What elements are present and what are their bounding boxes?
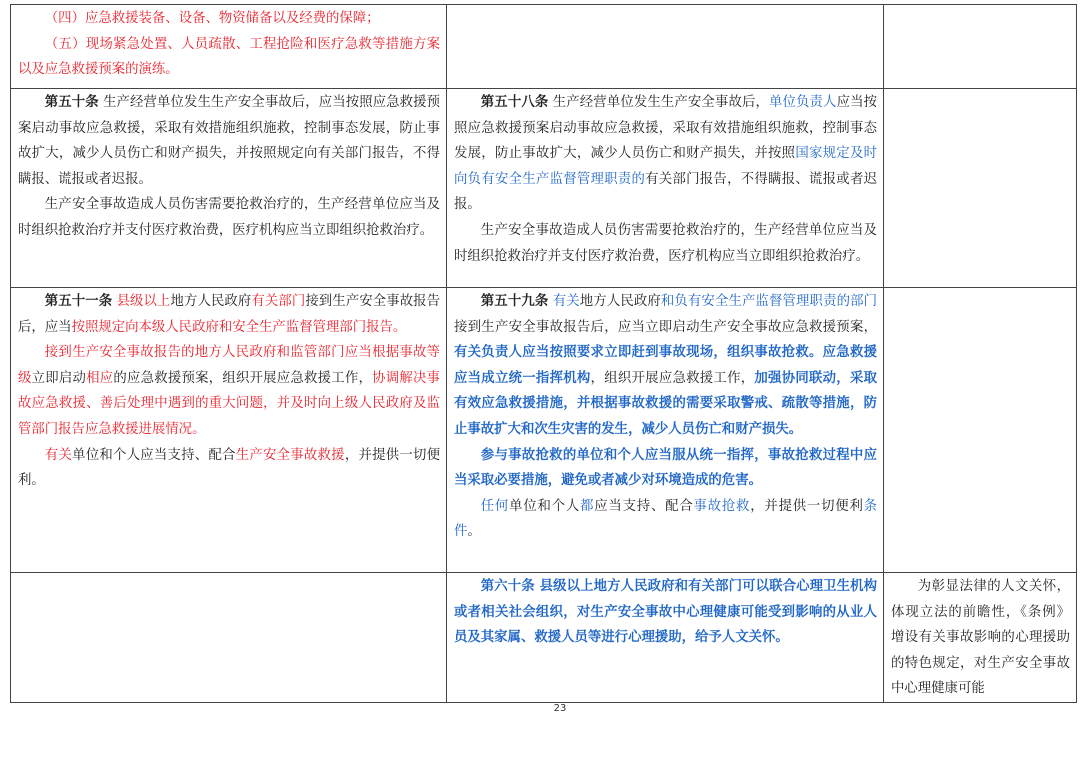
- text-run: 生产经营单位发生生产安全事故后，应当按照应急救援预案启动事故应急救援，采取有效措施组织施救，控制事态发展，防止事故扩大，减少人员伤亡和财产损失，并按照规定向有关部门报告，不得瞒报、谎报或者迟报。: [18, 95, 441, 187]
- explanation-cell: [884, 573, 1077, 703]
- article-paragraph: [18, 192, 440, 243]
- text-run: 立即启动: [31, 370, 87, 386]
- article-paragraph: [18, 289, 440, 340]
- article-paragraph: [454, 443, 877, 494]
- text-run: 地方人民政府: [170, 294, 252, 309]
- text-run: 和负有安全生产监督管理职责的部门: [660, 294, 878, 309]
- text-run: 国家规定及时向负有安全生产监督管理职责的: [454, 146, 878, 187]
- text-run: 接到生产安全事故报告的地方人民政府和监管部门应当根据事故等级: [18, 345, 440, 386]
- text-run: 有关部门报告，不得瞒报、谎报或者迟报。: [454, 171, 878, 213]
- text-run: 生产安全事故救援: [235, 447, 345, 463]
- text-run: 参与事故抢救的单位和个人应当服从统一指挥，事故抢救过程中应当采取必要措施，避免或者减少对环境造成的危害。: [454, 446, 877, 489]
- article-paragraph: [454, 90, 877, 218]
- text-run: 有关部门: [251, 294, 306, 309]
- original-text-cell: [11, 89, 447, 288]
- text-run: 条件: [454, 498, 878, 540]
- revised-text-cell: [447, 89, 884, 288]
- text-run: 协调解决事故应急救援、善后处理中遇到的重大问题，并及时向上级人民政府及监管部门报告应急救援进展情况。: [18, 370, 441, 437]
- text-run: （五）现场紧急处置、人员疏散、工程抢险和医疗急救等措施方案以及应急救援预案的演练。: [18, 36, 440, 78]
- text-run: 按照规定向本级人民政府和安全生产监督管理部门报告。: [71, 319, 407, 335]
- text-run: 第五十八条: [480, 94, 549, 110]
- text-run: 相应: [86, 370, 114, 386]
- text-run: 都: [580, 498, 595, 514]
- table-row: [11, 573, 1077, 703]
- article-paragraph: [454, 218, 877, 269]
- text-run: 任何: [480, 498, 510, 514]
- revised-text-cell: [447, 288, 884, 573]
- text-run: 生产安全事故造成人员伤害需要抢救治疗的，生产经营单位应当及时组织抢救治疗并支付医疗救治费，医疗机构应当立即组织抢救治疗。: [454, 222, 877, 264]
- text-run: 的应急救援预案，组织开展应急救援工作，: [113, 370, 373, 386]
- original-text-cell: [11, 5, 447, 89]
- text-run: 第五十九条: [480, 293, 549, 309]
- text-run: 加强协同联动，采取有效应急救援措施，并根据事故救援的需要采取警戒、疏散等措施，防止事故扩大和次生灾害的发生，减少人员伤亡和财产损失。: [454, 369, 878, 437]
- text-run: 接到生产安全事故报告后，应当: [18, 294, 441, 335]
- explanation-cell: [884, 288, 1077, 573]
- table-row: [11, 89, 1077, 288]
- text-run: 有关: [44, 447, 73, 463]
- original-text-cell: [11, 573, 447, 703]
- article-paragraph: [18, 90, 440, 192]
- table-row: [11, 5, 1077, 89]
- text-run: ，并提供一切便利。: [18, 447, 441, 489]
- text-run: 应当按照应急救援预案启动事故应急救援，采取有效措施组织施救，控制事态发展，防止事故扩大，减少人员伤亡和财产损失，并按照: [454, 95, 877, 162]
- revised-text-cell: [447, 5, 884, 89]
- text-run: ，并提供一切便利: [750, 498, 864, 514]
- text-run: 应当支持、配合: [594, 498, 694, 514]
- article-paragraph: [18, 443, 440, 494]
- revised-text-cell: [447, 573, 884, 703]
- text-run: 生产安全事故造成人员伤害需要抢救治疗的，生产经营单位应当及时组织抢救治疗并支付医疗救治费，医疗机构应当立即组织抢救治疗。: [18, 197, 440, 238]
- article-paragraph: [18, 6, 440, 32]
- page-number: 23: [553, 703, 567, 714]
- table-row: [11, 288, 1077, 573]
- article-paragraph: [454, 289, 877, 443]
- original-text-cell: [11, 288, 447, 573]
- comparison-table: [10, 4, 1077, 703]
- text-run: 单位负责人: [769, 95, 837, 110]
- text-run: ，组织开展应急救援工作，: [590, 370, 755, 386]
- text-run: 生产经营单位发生生产安全事故后，: [548, 95, 769, 110]
- explanation-cell: [884, 5, 1077, 89]
- text-run: 接到生产安全事故报告后，应当立即启动生产安全事故应急救援预案，: [454, 319, 877, 335]
- text-run: 地方人民政府: [579, 294, 661, 309]
- text-run: 有关: [552, 294, 580, 309]
- text-run: 第六十条 县级以上地方人民政府和有关部门可以联合心理卫生机构或者相关社会组织，对生产安全事故中心理健康可能受到影响的从业人员及其家属、救援人员等进行心理援助，给予人文关怀。: [454, 578, 877, 646]
- article-paragraph: [454, 574, 877, 651]
- text-run: 事故抢救: [693, 498, 751, 514]
- article-paragraph: [18, 32, 440, 83]
- text-run: 县级以上: [116, 294, 171, 309]
- text-run: （四）应急救援装备、设备、物资储备以及经费的保障；: [44, 11, 380, 26]
- text-run: 第五十一条: [44, 293, 113, 309]
- text-run: 。: [467, 524, 481, 540]
- text-run: 单位和个人: [509, 498, 581, 514]
- explanation-cell: [884, 89, 1077, 288]
- explanation-text: 为彰显法律的人文关怀，体现立法的前瞻性，《条例》增设有关事故影响的心理援助的特色规定，对生产安全事故中心理健康可能: [891, 579, 1070, 697]
- article-paragraph: [454, 494, 877, 545]
- article-paragraph: [18, 340, 440, 442]
- text-run: 有关负责人应当按照要求立即赶到事故现场，组织事故抢救。应急救援应当成立统一指挥机构: [454, 344, 877, 386]
- text-run: 第五十条: [44, 94, 99, 110]
- text-run: 单位和个人应当支持、配合: [72, 447, 236, 463]
